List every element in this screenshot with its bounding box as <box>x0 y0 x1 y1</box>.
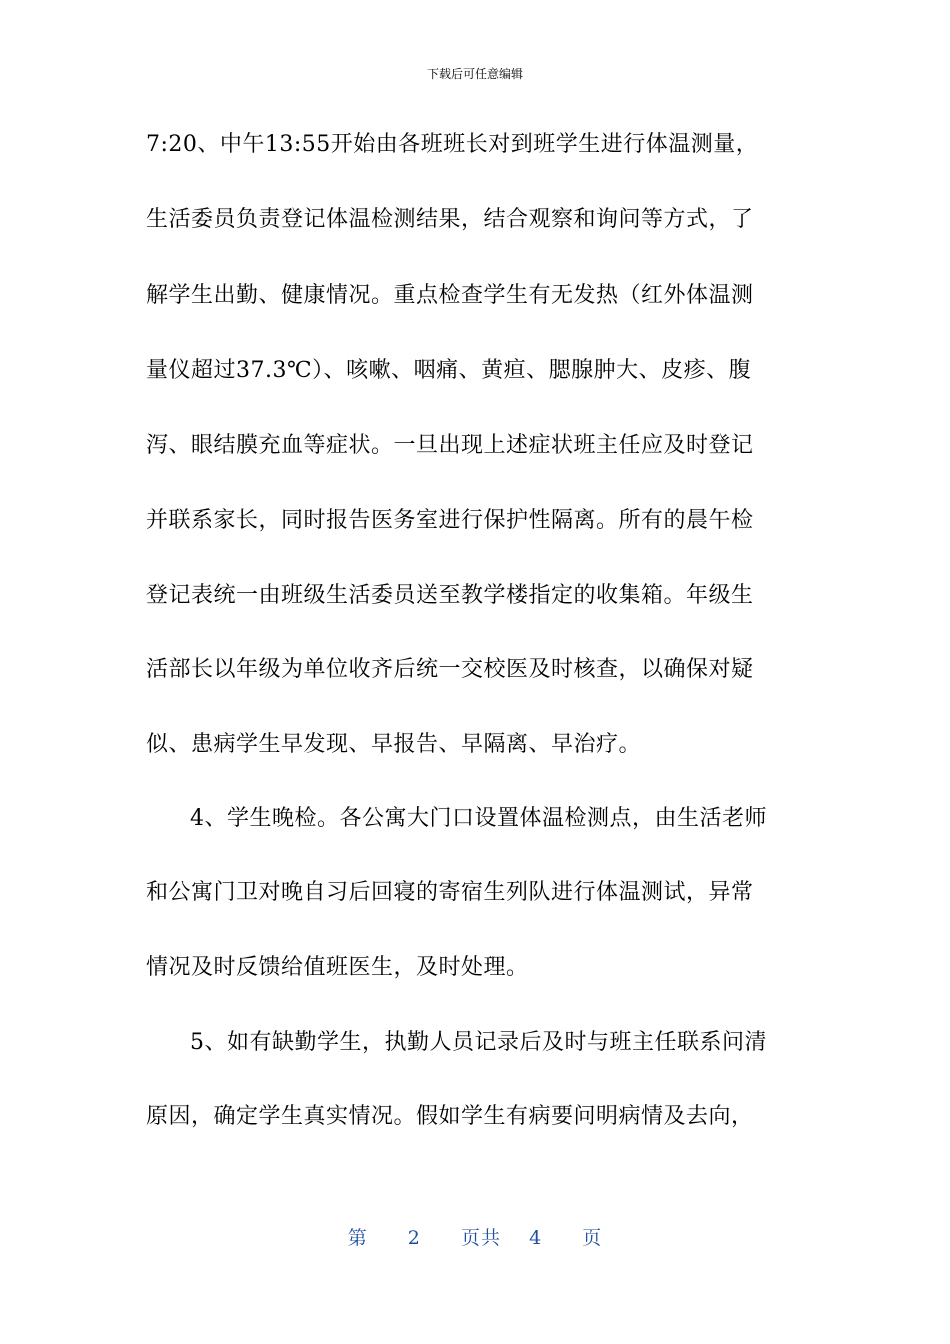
body-line: 7:20、中午13:55开始由各班班长对到班学生进行体温测量， <box>146 132 759 157</box>
body-line: 登记表统一由班级生活委员送至教学楼指定的收集箱。年级生 <box>146 583 754 608</box>
footer-total-pages: 4 <box>529 1227 543 1249</box>
paragraph-5-line: 5、如有缺勤学生，执勤人员记录后及时与班主任联系问清 <box>190 1030 767 1055</box>
page-number-footer <box>0 1226 950 1250</box>
footer-prefix: 第 <box>347 1227 368 1249</box>
paragraph-4-line: 4、学生晚检。各公寓大门口设置体温检测点，由生活老师 <box>190 806 767 831</box>
body-line: 生活委员负责登记体温检测结果，结合观察和询问等方式，了 <box>146 207 754 232</box>
body-line: 并联系家长，同时报告医务室进行保护性隔离。所有的晨午检 <box>146 508 754 533</box>
body-line: 泻、眼结膜充血等症状。一旦出现上述症状班主任应及时登记 <box>146 433 754 458</box>
footer-mid: 页共 <box>460 1227 501 1249</box>
body-line: 量仪超过37.3℃）、咳嗽、咽痛、黄疸、腮腺肿大、皮疹、腹 <box>146 358 752 383</box>
body-line: 解学生出勤、健康情况。重点检查学生有无发热（红外体温测 <box>146 283 754 308</box>
body-line: 和公寓门卫对晚自习后回寝的寄宿生列队进行体温测试，异常 <box>146 880 754 905</box>
footer-suffix: 页 <box>582 1227 603 1249</box>
body-line: 原因，确定学生真实情况。假如学生有病要问明病情及去向， <box>146 1104 754 1129</box>
footer-current-page: 2 <box>407 1227 421 1249</box>
body-line: 活部长以年级为单位收齐后统一交校医及时核查，以确保对疑 <box>146 657 754 682</box>
header-note: 下载后可任意编辑 <box>426 67 523 81</box>
body-line: 似、患病学生早发现、早报告、早隔离、早治疗。 <box>146 732 642 757</box>
body-line: 情况及时反馈给值班医生，及时处理。 <box>146 955 529 980</box>
